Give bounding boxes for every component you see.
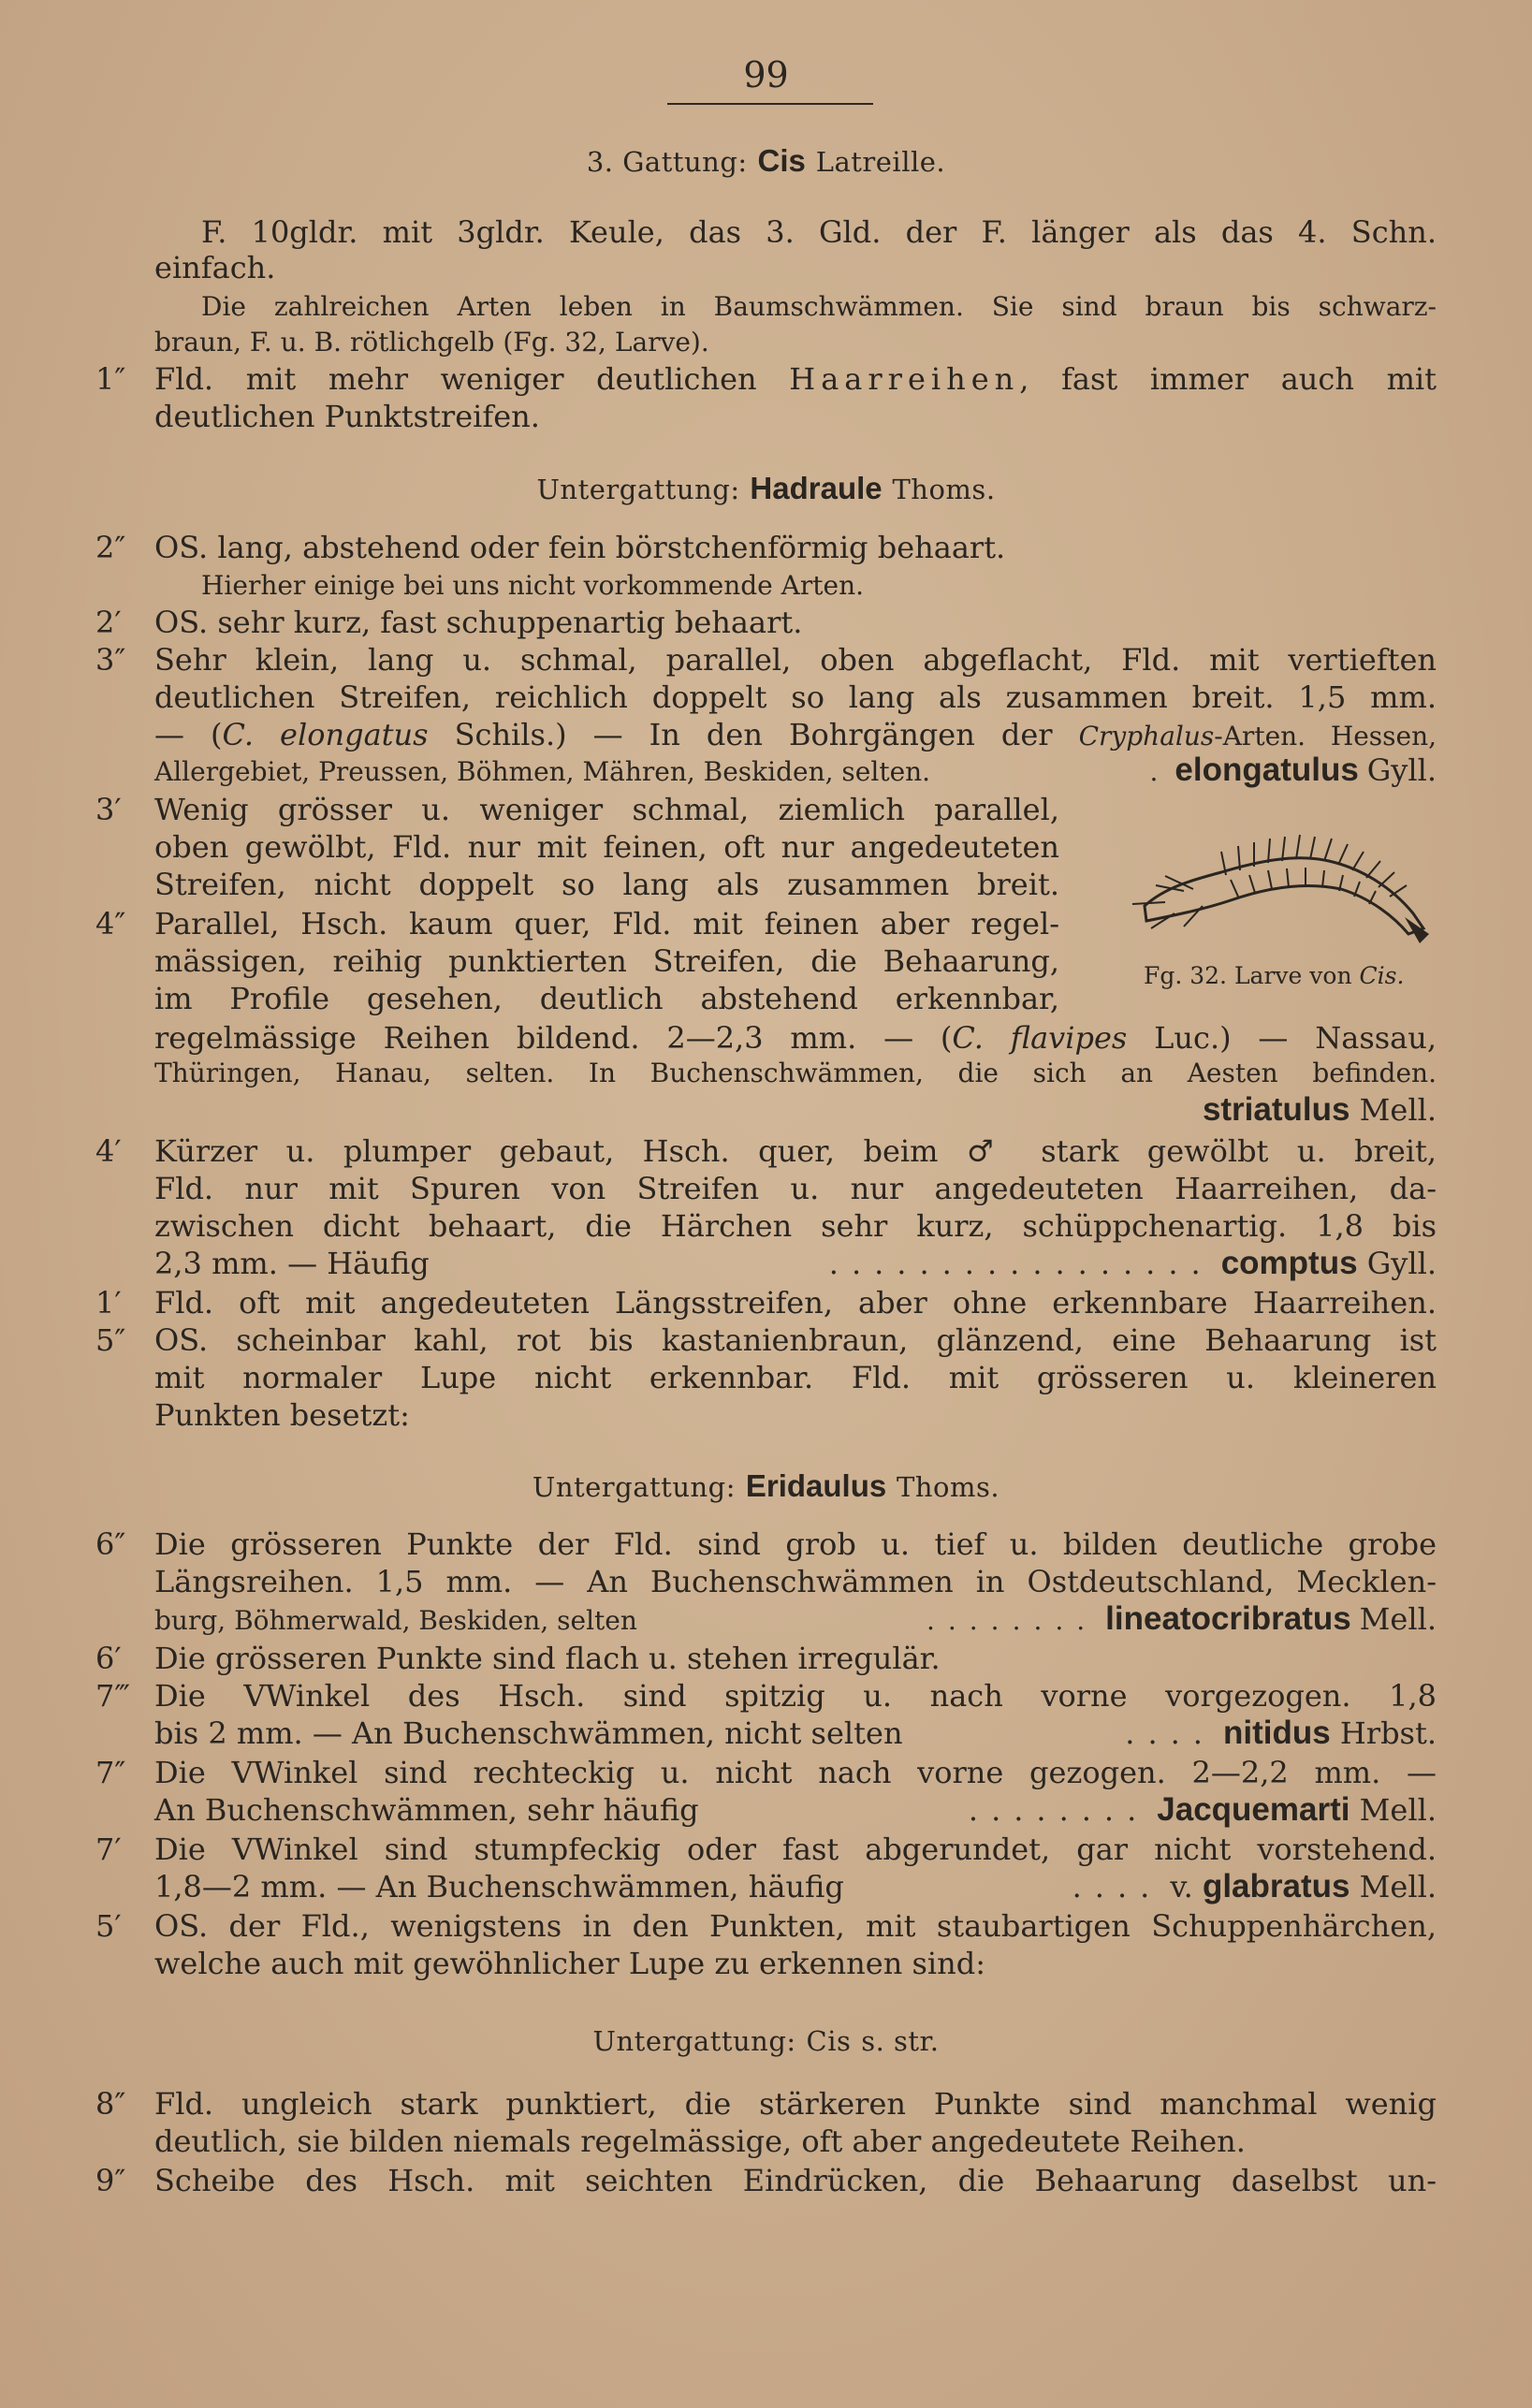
subgenus-heading-cis: [0, 2021, 1532, 2059]
key-number: 8″: [95, 2086, 126, 2122]
key-text: Scheibe des Hsch. mit seichten Eindrücken, die Behaarung daselbst un-: [154, 2163, 1437, 2198]
key-text: burg, Böhmerwald, Beskiden, selten: [154, 1605, 637, 1636]
key-text: Die VWinkel des Hsch. sind spitzig u. nach vorne vorgezogen. 1,8: [154, 1678, 1437, 1714]
key-text: Luc.) — Nassau,: [1154, 1020, 1437, 1056]
key-6a-line-2: Längsreihen. 1,5 mm. — An Buchenschwämmen in Ostdeutschland, Mecklen-: [154, 1564, 1437, 1599]
key-2a-line-1: [95, 529, 1437, 566]
key-text: Fld. mit mehr weniger deutlichen: [154, 361, 757, 397]
species-author: Gyll.: [1366, 752, 1437, 788]
key-number: 2″: [95, 530, 126, 565]
key-text: 1,8—2 mm. — An Buchenschwämmen, häufig: [154, 1869, 844, 1905]
key-number: 1″: [95, 361, 126, 397]
subgenus-prefix: Untergattung:: [536, 474, 740, 505]
key-1a-line-2: deutlichen Punktstreifen.: [154, 399, 540, 434]
key-1b-line-1: [95, 1284, 1437, 1321]
key-7c-line-1: [95, 1831, 1437, 1868]
key-8a-line-2: deutlich, sie bilden niemals regelmässige, oft aber angedeutete Reihen.: [154, 2123, 1246, 2159]
key-3a-line-1: [95, 641, 1437, 679]
intro-line-2: einfach.: [154, 250, 276, 285]
species-author: Mell.: [1359, 1092, 1437, 1128]
key-text: stark gewölbt u. breit,: [1041, 1133, 1437, 1169]
key-number: 5″: [95, 1322, 126, 1358]
key-text: -Arten. Hessen,: [1214, 721, 1437, 752]
key-text: Sehr klein, lang u. schmal, parallel, oben abgeflacht, Fld. mit vertieften: [154, 642, 1437, 678]
key-4a-line-5: Thüringen, Hanau, selten. In Buchenschwämmen, die sich an Aesten befinden.: [154, 1058, 1437, 1088]
male-symbol-icon: ♂: [966, 1133, 1013, 1169]
key-4a-species-line: [154, 1091, 1437, 1129]
key-6a-line-1: [95, 1525, 1437, 1563]
key-3a-line-3: [154, 716, 1437, 755]
key-1a-line-1: [95, 360, 1437, 398]
key-number: 6′: [95, 1641, 122, 1676]
genus-heading-prefix: 3. Gattung:: [586, 146, 748, 178]
key-number: 3′: [95, 792, 122, 827]
species-name: comptus: [1220, 1245, 1358, 1281]
key-text: Fld. ungleich stark punktiert, die stärkeren Punkte sind manchmal wenig: [154, 2086, 1437, 2122]
key-2b-line-1: [95, 604, 1437, 641]
species-author: Mell.: [1359, 1792, 1437, 1828]
key-text: OS. scheinbar kahl, rot bis kastanienbraun, glänzend, eine Behaarung ist: [154, 1322, 1437, 1358]
species-author: Mell.: [1359, 1601, 1437, 1637]
key-text: Die VWinkel sind rechteckig u. nicht nach vorne gezogen. 2—2,2 mm. —: [154, 1755, 1437, 1790]
key-text: Wenig grösser u. weniger schmal, ziemlich parallel,: [154, 792, 1059, 827]
key-4b-line-4: 2,3 mm. — Häufig ................. comptus Gyll.: [154, 1245, 1437, 1281]
subgenus-name: Eridaulus: [745, 1468, 887, 1503]
key-4a-line-2: mässigen, reihig punktierten Streifen, die Behaarung,: [154, 943, 1059, 979]
key-text: An Buchenschwämmen, sehr häufig: [154, 1792, 699, 1828]
key-3b-line-2: oben gewölbt, Fld. nur mit feinen, oft nur angedeuteten: [154, 829, 1059, 865]
species-author: Mell.: [1359, 1869, 1437, 1905]
key-text: Kürzer u. plumper gebaut, Hsch. quer, beim: [154, 1133, 939, 1169]
key-text: bis 2 mm. — An Buchenschwämmen, nicht selten: [154, 1715, 903, 1751]
caption-text: Fg. 32. Larve von: [1144, 962, 1352, 989]
species-author: Hrbst.: [1339, 1715, 1437, 1751]
key-number: 7‴: [95, 1678, 130, 1714]
key-7c-line-2: 1,8—2 mm. — An Buchenschwämmen, häufig .... v. glabratus Mell.: [154, 1868, 1437, 1905]
subgenus-prefix: Untergattung:: [532, 1471, 737, 1503]
key-5a-line-1: [95, 1321, 1437, 1359]
key-2a-line-2: Hierher einige bei uns nicht vorkommende Arten.: [201, 570, 865, 601]
subgenus-author: Thoms.: [892, 474, 996, 505]
header-rule: [667, 103, 873, 105]
species-author: Gyll.: [1366, 1246, 1437, 1281]
key-text: OS. der Fld., wenigstens in den Punkten, mit staubartigen Schuppenhärchen,: [154, 1908, 1437, 1944]
key-text-italic: C. flavipes: [952, 1020, 1128, 1056]
subgenus-heading-eridaulus: [0, 1467, 1532, 1505]
key-text: OS. lang, abstehend oder fein börstchenförmig behaart.: [154, 530, 1006, 565]
key-text: — (: [154, 717, 223, 752]
key-number: 9″: [95, 2163, 126, 2198]
species-name: striatulus: [1202, 1091, 1350, 1128]
key-number: 7″: [95, 1755, 126, 1790]
key-4b-line-3: zwischen dicht behaart, die Härchen sehr kurz, schüppchenartig. 1,8 bis: [154, 1208, 1437, 1244]
key-number: 3″: [95, 642, 126, 678]
key-9a-line-1: [95, 2162, 1437, 2199]
subgenus-prefix: Untergattung:: [592, 2025, 796, 2057]
key-8a-line-1: [95, 2085, 1437, 2123]
key-7b-line-1: [95, 1754, 1437, 1791]
key-3b-line-3: Streifen, nicht doppelt so lang als zusammen breit.: [154, 867, 1059, 902]
key-6a-line-3: burg, Böhmerwald, Beskiden, selten ........ lineatocribratus Mell.: [154, 1600, 1437, 1640]
key-text: Fld. oft mit angedeuteten Längsstreifen, aber ohne erkennbare Haarreihen.: [154, 1285, 1437, 1321]
key-number: 2′: [95, 605, 122, 640]
key-text-spaced: Haarreihen: [789, 361, 1020, 397]
key-text: Parallel, Hsch. kaum quer, Fld. mit feinen aber regel-: [154, 906, 1059, 941]
subgenus-name: Hadraule: [750, 471, 883, 505]
key-4b-line-1: [95, 1132, 1437, 1170]
key-7a-line-1: [95, 1677, 1437, 1715]
species-name: nitidus: [1222, 1715, 1331, 1751]
page-number: 99: [743, 54, 789, 95]
intro-line-4: braun, F. u. B. rötlichgelb (Fg. 32, Larve).: [154, 327, 709, 358]
subgenus-author: Thoms.: [897, 1471, 1000, 1503]
intro-line-1: F. 10gldr. mit 3gldr. Keule, das 3. Gld. der F. länger als das 4. Schn.: [201, 214, 1437, 250]
intro-line-3: Die zahlreichen Arten leben in Baumschwämmen. Sie sind braun bis schwarz-: [201, 291, 1437, 322]
key-text: regelmässige Reihen bildend. 2—2,3 mm. — (: [154, 1020, 953, 1056]
key-number: 1′: [95, 1285, 122, 1321]
key-text: 2,3 mm. — Häufig: [154, 1246, 430, 1281]
subgenus-author: s. str.: [861, 2025, 940, 2057]
subgenus-heading-hadraule: [0, 470, 1532, 507]
key-text: Allergebiet, Preussen, Böhmen, Mähren, Beskiden, selten.: [154, 756, 931, 787]
key-3b-line-1: [95, 791, 1059, 828]
genus-heading: [0, 142, 1532, 180]
key-text: Die grösseren Punkte der Fld. sind grob u. tief u. bilden deutliche grobe: [154, 1526, 1437, 1562]
key-number: 7′: [95, 1832, 122, 1867]
species-name: glabratus: [1202, 1868, 1350, 1905]
key-number: 6″: [95, 1526, 126, 1562]
key-4a-line-3: im Profile gesehen, deutlich abstehend erkennbar,: [154, 981, 1059, 1016]
key-3a-line-4: Allergebiet, Preussen, Böhmen, Mähren, Beskiden, selten. . elongatulus Gyll.: [154, 752, 1437, 791]
key-5b-line-2: welche auch mit gewöhnlicher Lupe zu erkennen sind:: [154, 1946, 986, 1981]
key-text: Schils.) — In den Bohrgängen der: [454, 717, 1053, 752]
key-text-italic: C. elongatus: [222, 717, 429, 752]
key-text-italic: Cryphalus: [1078, 721, 1215, 752]
key-5a-line-2: mit normaler Lupe nicht erkennbar. Fld. mit grösseren u. kleineren: [154, 1360, 1437, 1395]
caption-text-italic: Cis.: [1359, 962, 1405, 989]
key-6b-line-1: [95, 1640, 1437, 1677]
key-number: 4′: [95, 1133, 122, 1169]
key-3a-line-2: deutlichen Streifen, reichlich doppelt so lang als zusammen breit. 1,5 mm.: [154, 679, 1437, 715]
species-name: Jacquemarti: [1157, 1791, 1350, 1828]
key-5b-line-1: [95, 1907, 1437, 1945]
genus-name: Cis: [757, 143, 806, 178]
subgenus-name: Cis: [806, 2025, 852, 2057]
key-text: Die VWinkel sind stumpfeckig oder fast abgerundet, gar nicht vorstehend.: [154, 1832, 1437, 1867]
key-7a-line-2: bis 2 mm. — An Buchenschwämmen, nicht selten .... nitidus Hrbst.: [154, 1715, 1437, 1751]
key-4a-line-1: [95, 905, 1059, 942]
key-number: 4″: [95, 906, 126, 941]
key-text: Die grösseren Punkte sind flach u. stehen irregulär.: [154, 1641, 941, 1676]
figure-caption: [1144, 962, 1404, 989]
key-5a-line-3: Punkten besetzt:: [154, 1397, 410, 1433]
species-name: elongatulus: [1175, 752, 1359, 788]
larva-figure: [1128, 824, 1441, 955]
key-text: OS. sehr kurz, fast schuppenartig behaart.: [154, 605, 803, 640]
key-4b-line-2: Fld. nur mit Spuren von Streifen u. nur angedeuteten Haarreihen, da-: [154, 1171, 1437, 1206]
species-prefix: v.: [1170, 1869, 1193, 1905]
key-text: , fast immer auch mit: [1019, 361, 1437, 397]
genus-author: Latreille.: [815, 146, 946, 178]
key-7b-line-2: An Buchenschwämmen, sehr häufig ........ Jacquemarti Mell.: [154, 1791, 1437, 1828]
species-name: lineatocribratus: [1105, 1600, 1351, 1637]
key-4a-line-4: [154, 1019, 1437, 1057]
key-number: 5′: [95, 1908, 122, 1944]
